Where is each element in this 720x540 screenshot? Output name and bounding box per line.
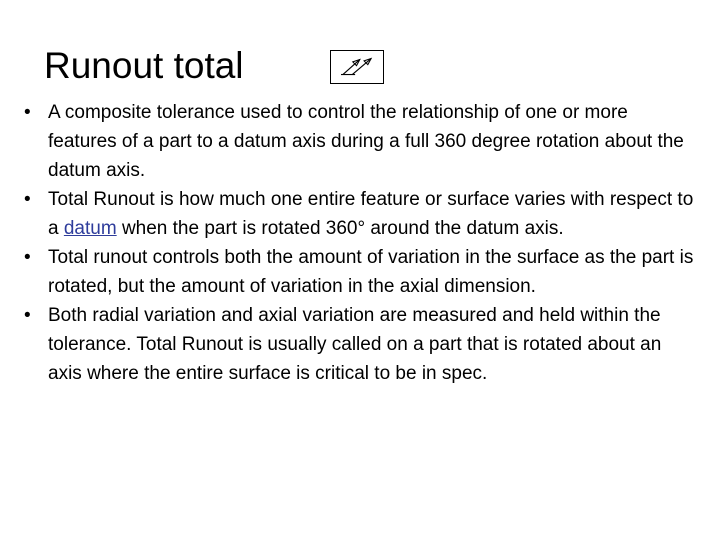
bullet-item [24,185,700,243]
total-runout-arrows-icon [331,51,383,83]
slide-title: Runout total [44,45,244,86]
bullet-text-after-link: when the part is rotated 360° around the datum axis. [116,218,564,239]
bullet-text: A composite tolerance used to control the relationship of one or more features of a part to a datum axis during a full 360 degree rotation about the datum axis. [48,102,684,181]
bullet-item [24,98,700,185]
datum-link[interactable]: datum [63,218,117,239]
bullet-dot-icon: • [24,247,31,268]
bullet-text-before-link: Total Runout is how much one entire feature or surface varies with respect to a [48,189,694,239]
bullet-dot-icon: • [24,102,31,123]
total-runout-symbol-icon [330,50,384,84]
bullet-dot-icon: • [24,305,31,326]
bullet-list [24,98,700,388]
bullet-text: Total runout controls both the amount of variation in the surface as the part is rotated, but the amount of variation in the axial dimension. [48,247,694,297]
bullet-text: Both radial variation and axial variation are measured and held within the tolerance. Total Runout is usually called on a part that is rotated about an axis where the entire surface is critical to be in spec. [48,305,662,384]
bullet-dot-icon: • [24,189,31,210]
bullet-item [24,243,700,301]
bullet-item [24,301,700,388]
